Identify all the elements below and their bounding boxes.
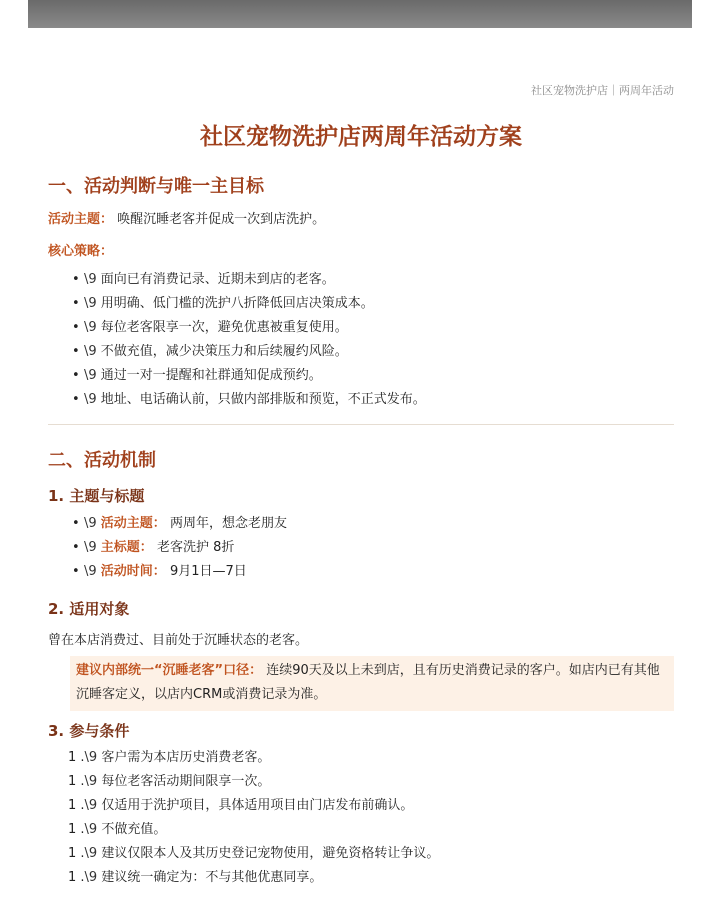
bullet-icon: • xyxy=(72,392,80,407)
bullet-icon: • xyxy=(72,344,80,359)
list-item: • \9 活动时间： 9月1日—7日 xyxy=(72,560,287,584)
list-number: 1 . xyxy=(68,798,85,813)
definition-callout xyxy=(70,656,674,711)
activity-theme-label: 活动主题： xyxy=(48,212,114,227)
bullet-icon: • xyxy=(72,272,80,287)
section-heading-goal: 一、活动判断与唯一主目标 xyxy=(48,176,264,197)
list-number: 1 . xyxy=(68,774,85,789)
list-item: 1 .\9 客户需为本店历史消费老客。 xyxy=(68,750,271,765)
subsection-heading-audience: 2. 适用对象 xyxy=(48,600,130,618)
strategy-list xyxy=(72,268,426,412)
list-item: • \9 地址、电话确认前，只做内部排版和预览，不正式发布。 xyxy=(72,388,426,412)
list-item: • \9 用明确、低门槛的洗护八折降低回店决策成本。 xyxy=(72,292,426,316)
bullet-icon: • xyxy=(72,296,80,311)
conditions-list xyxy=(68,746,439,890)
bullet-icon: • xyxy=(72,564,80,579)
bullet-icon: • xyxy=(72,320,80,335)
breadcrumb: 社区宠物洗护店｜两周年活动 xyxy=(531,84,674,97)
list-number: 1 . xyxy=(68,870,85,885)
list-number: 1 . xyxy=(68,822,85,837)
list-item: 1 .\9 建议仅限本人及其历史登记宠物使用，避免资格转让争议。 xyxy=(68,846,440,861)
section-heading-mechanism: 二、活动机制 xyxy=(48,450,156,471)
list-number: 1 . xyxy=(68,750,85,765)
list-item: • \9 面向已有消费记录、近期未到店的老客。 xyxy=(72,268,426,292)
subsection-heading-conditions: 3. 参与条件 xyxy=(48,722,130,740)
list-item: 1 .\9 建议统一确定为：不与其他优惠同享。 xyxy=(68,870,323,885)
theme-list xyxy=(72,512,287,584)
window-top-bar xyxy=(28,0,692,28)
list-item: • \9 活动主题： 两周年，想念老朋友 xyxy=(72,512,287,536)
list-number: 1 . xyxy=(68,846,85,861)
bullet-icon: • xyxy=(72,516,80,531)
list-item: • \9 主标题： 老客洗护 8折 xyxy=(72,536,287,560)
list-item: • \9 不做充值，减少决策压力和后续履约风险。 xyxy=(72,340,426,364)
callout-label: 建议内部统一“沉睡老客”口径： xyxy=(76,663,263,678)
section-divider xyxy=(48,424,674,425)
page-title: 社区宠物洗护店两周年活动方案 xyxy=(200,124,522,150)
bullet-icon: • xyxy=(72,540,80,555)
list-item: • \9 每位老客限享一次，避免优惠被重复使用。 xyxy=(72,316,426,340)
list-item: 1 .\9 每位老客活动期间限享一次。 xyxy=(68,774,271,789)
list-item: 1 .\9 仅适用于洗护项目，具体适用项目由门店发布前确认。 xyxy=(68,798,414,813)
bullet-icon: • xyxy=(72,368,80,383)
core-strategy-label: 核心策略： xyxy=(48,244,114,259)
audience-text: 曾在本店消费过、目前处于沉睡状态的老客。 xyxy=(48,633,309,648)
list-item: • \9 通过一对一提醒和社群通知促成预约。 xyxy=(72,364,426,388)
activity-theme-value: 唤醒沉睡老客并促成一次到店洗护。 xyxy=(117,212,326,227)
subsection-heading-theme: 1. 主题与标题 xyxy=(48,487,145,505)
callout-text: 连续90天及以上未到店，且有历史消费记录的客户。如店内已有其他沉睡客定义，以店内CRM或消费记录为准。 xyxy=(76,663,660,702)
list-item: 1 .\9 不做充值。 xyxy=(68,822,167,837)
activity-theme-line xyxy=(48,208,325,227)
